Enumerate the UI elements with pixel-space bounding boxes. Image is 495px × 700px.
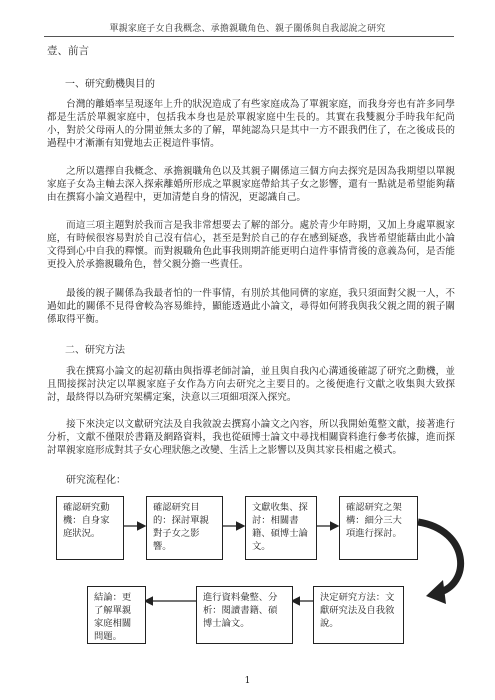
running-header: 單親家庭子女自我概念、承擔親職角色、親子關係與自我認說之研究 (109, 24, 386, 34)
paragraph: 接下來決定以文獻研究法及自我敘說去撰寫小論文之內容，所以我開始蒐整文獻，接著進行分析，文獻不僅限於書籍及網路資料，我也從碩博士論文中尋找相關資料進行參考依據，進而探討單親家庭形成對其子女心理狀態之改變、生活上之影響以及與其家長相處之模式。 (47, 419, 455, 456)
flow-box-literature: 文獻收集、探討：相關書籍、碩博士論文。 (245, 496, 317, 560)
paragraph: 之所以選擇自我概念、承擔親職角色以及其親子關係這三個方向去探究是因為我期望以單親家庭子女為主軸去深入探索離婚所形成之單親家庭帶給其子女之影響，還有一點就是希望能夠藉由在撰寫小論文過程中，更加清楚自身的情況，更認識自己。 (47, 166, 455, 203)
flow-box-method: 決定研究方法：文獻研究法及自我敘說。 (313, 586, 404, 644)
flow-box-analysis: 進行資料彙整、分析：閱讀書籍、碩博士論文。 (196, 586, 293, 644)
paragraph: 而這三項主題對於我而言是我非常想要去了解的部分。處於青少年時期，又加上身處單親家庭，有時候很容易對於自己沒有信心，甚至是對於自己的存在感到疑惑，我皆希望能藉由此小論文得到心中自我的釋懷。而對親職角色此事我則期許能更明白這件事情背後的意義為何，是否能更投入於承擔親職角色，替父親分擔一些責任。 (47, 220, 455, 270)
curved-arrow (418, 522, 461, 593)
flow-box-purpose: 確認研究目的：探討單親對子女之影響。 (146, 496, 223, 560)
arrow-head (426, 580, 446, 604)
paragraph: 我在撰寫小論文的起初藉由與指導老師討論，並且與自我內心溝通後確認了研究之動機，並且間接探討決定以單親家庭子女作為方向去研究之主要目的。之後便進行文獻之收集與大致探討，最終得以為研究架構定案，決意以三項細項深入探究。 (47, 366, 455, 403)
paragraph: 最後的親子關係為我最者怕的一件事情，有別於其他同儕的家庭，我只須面對父親一人，不過如此的關係不見得會較為容易維持，顯能透過此小論文，尋得如何將我與我父親之間的親子關係取得平衡。 (47, 288, 455, 325)
paragraph: 台灣的離婚率呈現逐年上升的狀況造成了有些家庭成為了單親家庭，而我身旁也有許多同學都是生活於單親家庭中，包括我本身也是於單親家庭中生長的。其實在我雙親分手時我年紀尚小，對於父母兩人的分開並無太多的了解，單純認為只是其中一方不跟我們住了，在之後成長的過程中才漸漸有知覺地去正視這件事情。 (47, 99, 455, 149)
flow-box-conclusion: 結論：更了解單親家庭相關問題。 (87, 586, 146, 644)
flow-box-framework: 確認研究之架構：細分三大項進行探討。 (339, 496, 418, 560)
flow-box-motivation: 確認研究動機：自身家庭狀況。 (56, 496, 124, 560)
heading-method: 二、研究方法 (65, 345, 125, 356)
flowchart-label: 研究流程化： (66, 475, 126, 486)
section-title: 壹、前言 (47, 45, 89, 57)
page-number: 1 (244, 676, 251, 686)
heading-motivation: 一、研究動機與目的 (65, 79, 155, 90)
